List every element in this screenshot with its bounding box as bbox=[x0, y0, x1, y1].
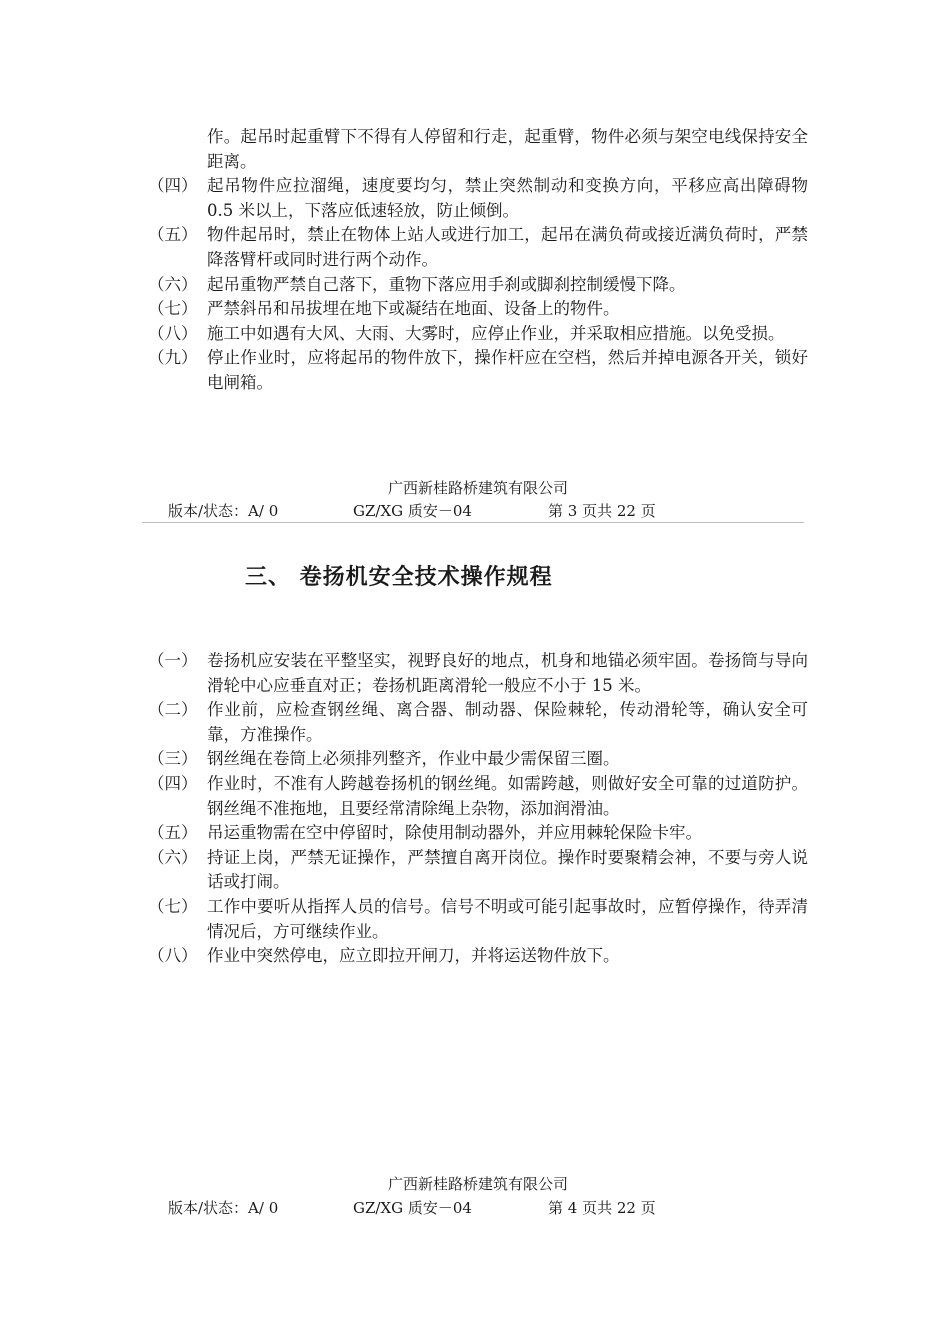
item-number: （八） bbox=[148, 946, 198, 966]
page4-footer-info bbox=[168, 1197, 656, 1218]
list-item bbox=[148, 649, 808, 698]
item-text: 吊运重物需在空中停留时，除使用制动器外，并应用棘轮保险卡牢。 bbox=[207, 823, 702, 843]
item-number: （六） bbox=[148, 847, 198, 867]
item-number: （七） bbox=[148, 896, 198, 916]
list-item bbox=[148, 747, 808, 772]
page3-item-list bbox=[148, 174, 808, 395]
item-text: 施工中如遇有大风、大雨、大雾时，应停止作业，并采取相应措施。以免受损。 bbox=[207, 323, 785, 343]
page3-footer-info bbox=[168, 500, 656, 521]
page4-body bbox=[148, 649, 808, 969]
list-item bbox=[148, 273, 808, 298]
item-number: （四） bbox=[148, 773, 198, 793]
list-item bbox=[148, 821, 808, 846]
list-item bbox=[148, 346, 808, 395]
list-item bbox=[148, 322, 808, 347]
list-item bbox=[148, 223, 808, 272]
list-item bbox=[148, 698, 808, 747]
page4-footer-doc-code: GZ/XG 质安－04 bbox=[353, 1199, 472, 1217]
item-number: （五） bbox=[148, 225, 198, 245]
list-item bbox=[148, 772, 808, 821]
item-text: 钢丝绳在卷筒上必须排列整齐，作业中最少需保留三圈。 bbox=[207, 749, 620, 769]
item-text: 卷扬机应安装在平整坚实，视野良好的地点，机身和地锚必须牢固。卷扬筒与导向滑轮中心应垂直对正；卷扬机距离滑轮一般应不小于 15 米。 bbox=[207, 651, 808, 695]
item-number: （三） bbox=[148, 749, 198, 769]
page-break-divider bbox=[142, 522, 804, 523]
list-item bbox=[148, 174, 808, 223]
item-text: 物件起吊时，禁止在物体上站人或进行加工，起吊在满负荷或接近满负荷时，严禁降落臂杆或同时进行两个动作。 bbox=[207, 225, 808, 269]
page3-footer-company: 广西新桂路桥建筑有限公司 bbox=[387, 479, 568, 497]
list-item bbox=[148, 846, 808, 895]
item-number: （四） bbox=[148, 176, 198, 196]
item-number: （七） bbox=[148, 299, 198, 319]
list-item bbox=[148, 895, 808, 944]
page3-continuation: 作。起吊时起重臂下不得有人停留和行走，起重臂，物件必须与架空电线保持安全距离。 bbox=[207, 127, 808, 171]
page4-item-list bbox=[148, 649, 808, 969]
item-text: 作业前，应检查钢丝绳、离合器、制动器、保险棘轮，传动滑轮等，确认安全可靠，方准操作。 bbox=[207, 700, 808, 744]
list-item bbox=[148, 297, 808, 322]
page4-footer-company: 广西新桂路桥建筑有限公司 bbox=[387, 1175, 568, 1193]
item-number: （五） bbox=[148, 823, 198, 843]
page4-footer-page-number: 第 4 页共 22 页 bbox=[548, 1199, 656, 1217]
item-text: 作业中突然停电，应立即拉开闸刀，并将运送物件放下。 bbox=[207, 946, 620, 966]
item-text: 起吊物件应拉溜绳，速度要均匀，禁止突然制动和变换方向，平移应高出障碍物 0.5 米以上，下落应低速轻放，防止倾倒。 bbox=[207, 176, 808, 220]
item-number: （九） bbox=[148, 348, 198, 368]
page4-footer-version: 版本/状态：A/ 0 bbox=[168, 1199, 279, 1217]
item-text: 停止作业时，应将起吊的物件放下，操作杆应在空档，然后并掉电源各开关，锁好电闸箱。 bbox=[207, 348, 808, 392]
page3-footer-version: 版本/状态：A/ 0 bbox=[168, 502, 279, 520]
item-number: （二） bbox=[148, 700, 198, 720]
item-number: （一） bbox=[148, 651, 198, 670]
item-number: （六） bbox=[148, 274, 198, 294]
page3-footer-doc-code: GZ/XG 质安－04 bbox=[353, 502, 472, 520]
item-text: 严禁斜吊和吊拔埋在地下或凝结在地面、设备上的物件。 bbox=[207, 299, 620, 319]
section-title: 三、 卷扬机安全技术操作规程 bbox=[245, 565, 553, 590]
item-text: 作业时，不准有人跨越卷扬机的钢丝绳。如需跨越，则做好安全可靠的过道防护。钢丝绳不准拖地，且要经常清除绳上杂物，添加润滑油。 bbox=[207, 773, 808, 818]
list-item bbox=[148, 944, 808, 969]
page3-footer-page-number: 第 3 页共 22 页 bbox=[548, 502, 656, 520]
item-text: 工作中要听从指挥人员的信号。信号不明或可能引起事故时，应暂停操作，待弄清情况后，方可继续作业。 bbox=[207, 896, 808, 941]
item-text: 起吊重物严禁自己落下，重物下落应用手刹或脚刹控制缓慢下降。 bbox=[207, 274, 686, 294]
item-number: （八） bbox=[148, 323, 198, 343]
page3-body bbox=[148, 125, 808, 396]
item-text: 持证上岗，严禁无证操作，严禁擅自离开岗位。操作时要聚精会神，不要与旁人说话或打闹。 bbox=[207, 847, 808, 892]
